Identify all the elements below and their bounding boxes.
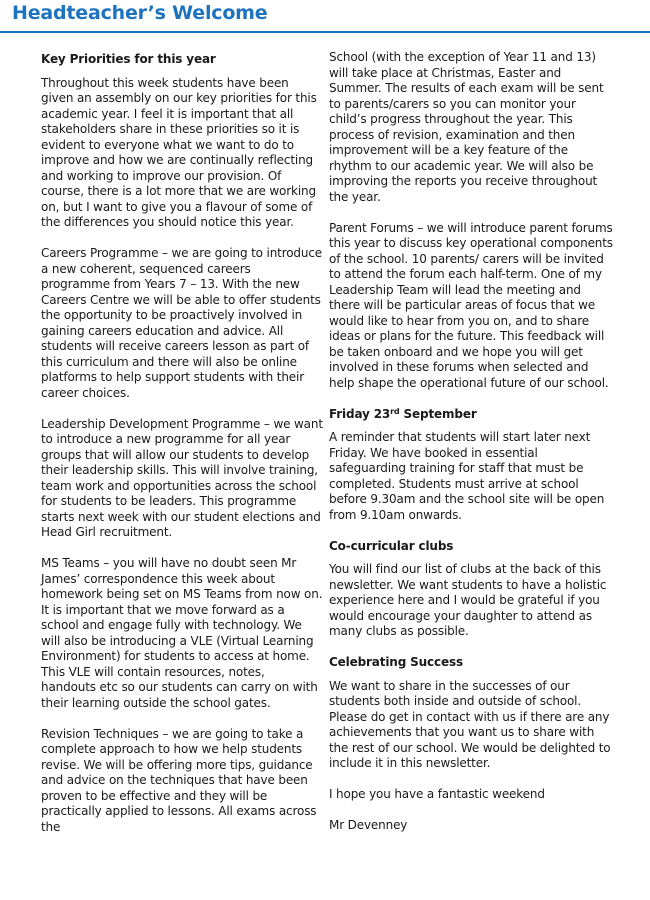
parent-forums-paragraph: Parent Forums – we will introduce parent forums this year to discuss key operational components of the school. 10 parents/ carers will be invited to attend the forum each half-term. One of my Leadership Team will lead the meeting and there will be particular areas of focus that we would like to hear from you on, and to share ideas or plans for the future. This feedback will be taken onboard and we hope you will get involved in these forums when selected and help shape the operational future of our school. (329, 220, 613, 390)
signature: Mr Devenney (329, 818, 408, 832)
clubs-heading: Co-curricular clubs (329, 538, 454, 553)
page-title: Headteacher’s Welcome (12, 2, 268, 24)
friday-heading-ordinal: rd (390, 406, 400, 416)
key-priorities-heading: Key Priorities for this year (41, 52, 216, 66)
clubs-paragraph: You will find our list of clubs at the back of this newsletter. We want students to have a holistic experience here and I would be grateful if you would encourage your daughter to attend as many clubs as possible. (329, 562, 607, 638)
ms-teams-paragraph: MS Teams – you will have no doubt seen Mr James’ correspondence this week about homework being set on MS Teams from now on. It is important that we move forward as a school and engage fully with technology. We will also be introducing a VLE (Virtual Learning Environment) for students to access at home. This VLE will contain resources, notes, handouts etc so our students can carry on with their learning outside the school gates. (41, 556, 323, 710)
friday-heading (329, 407, 613, 423)
leadership-paragraph: Leadership Development Programme – we want to introduce a new programme for all year groups that will allow our students to develop their leadership skills. This will involve training, team work and opportunities across the school for students to be leaders. This programme starts next week with our student elections and Head Girl recruitment. (41, 416, 323, 539)
revision-paragraph: Revision Techniques – we are going to take a complete approach to how we help students revise. We will be offering more tips, guidance and advice on the techniques that have been proven to be effective and they will be practically applied to lessons. All exams across the (41, 726, 317, 834)
friday-paragraph: A reminder that students will start later next Friday. We have booked in essential safeguarding training for staff that must be completed. Students must arrive at school before 9.30am and the school site will be open from 9.10am onwards. (329, 430, 605, 522)
title-underline (0, 31, 650, 33)
right-column (329, 50, 613, 849)
friday-heading-prefix: Friday 23 (329, 406, 391, 421)
success-paragraph: We want to share in the successes of our students both inside and outside of school. Please do get in contact with us if there are any achievements that you want us to share with the rest of our school. We would be delighted to include it in this newsletter. (329, 678, 611, 770)
careers-paragraph: Careers Programme – we are going to introduce a new coherent, sequenced careers programme from Years 7 – 13. With the new Careers Centre we will be able to offer students the opportunity to be proactively involved in gaining careers education and advice. All students will receive careers lesson as part of this curriculum and there will also be online platforms to help support students with their career choices. (41, 246, 323, 400)
friday-heading-suffix: September (399, 406, 477, 421)
page-header (0, 0, 650, 32)
intro-paragraph: Throughout this week students have been given an assembly on our key priorities for this academic year. I feel it is important that all stakeholders share in these priorities so it is evident to everyone what we want to do to improve and how we are continually reflecting and working to improve our provision. Of course, there is a lot more that we are working on, but I want to give you a flavour of some of the differences you should notice this year. (41, 75, 317, 229)
success-heading: Celebrating Success (329, 655, 463, 669)
closing-line: I hope you have a fantastic weekend (329, 787, 545, 801)
left-column (41, 38, 323, 851)
revision-continuation: School (with the exception of Year 11 and 13) will take place at Christmas, Easter and Summer. The results of each exam will be sent to parents/carers so you can monitor your child’s progress throughout the year. This process of revision, examination and then improvement will be a key feature of the rhythm to our academic year. We will also be improving the reports you receive throughout the year. (329, 50, 604, 204)
